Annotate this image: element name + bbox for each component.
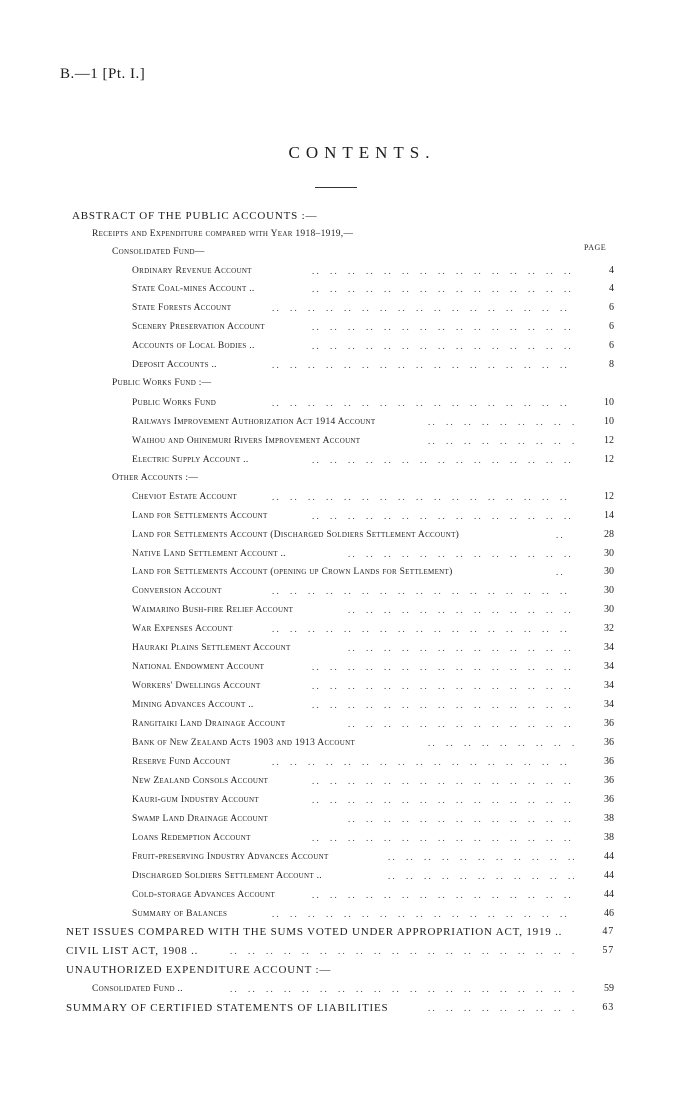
dot-leader bbox=[272, 904, 574, 924]
dot-leader bbox=[230, 979, 574, 999]
toc-entry-label: Consolidated Fund .. bbox=[92, 984, 183, 994]
toc-entry bbox=[0, 847, 700, 867]
toc-page-number: 57 bbox=[602, 945, 614, 956]
dot-leader bbox=[312, 261, 574, 281]
dot-leader bbox=[312, 695, 574, 715]
toc-entry bbox=[0, 506, 700, 526]
subsection-heading-receipts: Receipts and Expenditure compared with Year 1918–1919,— bbox=[92, 229, 354, 239]
toc-page-number: 6 bbox=[609, 321, 614, 332]
toc-page-number: 47 bbox=[602, 926, 614, 937]
toc-entry bbox=[0, 714, 700, 734]
dot-leader bbox=[312, 885, 574, 905]
toc-entry bbox=[0, 733, 700, 753]
dot-leader bbox=[312, 506, 574, 526]
toc-entry-label: CIVIL LIST ACT, 1908 .. bbox=[66, 945, 199, 957]
dot-leader bbox=[348, 600, 574, 620]
toc-entry-label: Accounts of Local Bodies .. bbox=[132, 341, 255, 351]
dot-leader bbox=[230, 941, 574, 961]
toc-entry bbox=[0, 809, 700, 829]
dot-leader bbox=[428, 431, 574, 451]
toc-page-number: 8 bbox=[609, 359, 614, 370]
toc-entry-label: New Zealand Consols Account bbox=[132, 776, 269, 786]
dot-leader bbox=[312, 336, 574, 356]
toc-entry bbox=[0, 619, 700, 639]
dot-leader bbox=[312, 771, 574, 791]
toc-entry bbox=[0, 676, 700, 696]
toc-entry-label: Scenery Preservation Account bbox=[132, 322, 265, 332]
toc-entry-label: Cold-storage Advances Account bbox=[132, 890, 276, 900]
toc-entry-label: Waihou and Ohinemuri Rivers Improvement Account bbox=[132, 436, 361, 446]
toc-page-number: 12 bbox=[604, 435, 614, 446]
dot-leader bbox=[428, 998, 574, 1018]
toc-page-number: 38 bbox=[604, 832, 614, 843]
toc-entry-label: NET ISSUES COMPARED WITH THE SUMS VOTED UNDER APPROPRIATION ACT, 1919 .. bbox=[66, 926, 563, 938]
toc-entry bbox=[0, 752, 700, 772]
dot-leader bbox=[312, 828, 574, 848]
toc-page-number: 12 bbox=[604, 454, 614, 465]
page-column-header: PAGE bbox=[584, 243, 607, 252]
toc-entry bbox=[0, 695, 700, 715]
dot-leader bbox=[272, 619, 574, 639]
toc-page-number: 32 bbox=[604, 623, 614, 634]
toc-page-number: 14 bbox=[604, 510, 614, 521]
toc-entry-net-issues bbox=[0, 922, 700, 942]
toc-entry-label: Railways Improvement Authorization Act 1914 Account bbox=[132, 417, 376, 427]
dot-leader bbox=[272, 487, 574, 507]
toc-entry bbox=[0, 790, 700, 810]
toc-entry-label: Bank of New Zealand Acts 1903 and 1913 Account bbox=[132, 738, 356, 748]
toc-entry-label: Fruit-preserving Industry Advances Account bbox=[132, 852, 329, 862]
dot-leader bbox=[312, 450, 574, 470]
toc-page-number: 36 bbox=[604, 775, 614, 786]
toc-entry bbox=[0, 412, 700, 432]
toc-entry-civil-list bbox=[0, 941, 700, 961]
toc-entry bbox=[0, 487, 700, 507]
toc-entry-label: Swamp Land Drainage Account bbox=[132, 814, 268, 824]
toc-page-number: 34 bbox=[604, 642, 614, 653]
toc-entry-label: Rangitaiki Land Drainage Account bbox=[132, 719, 286, 729]
toc-entry bbox=[0, 336, 700, 356]
toc-entry bbox=[0, 600, 700, 620]
toc-entry bbox=[0, 317, 700, 337]
dot-leader bbox=[272, 581, 574, 601]
toc-entry-label: State Forests Account bbox=[132, 303, 232, 313]
toc-page-number: 4 bbox=[609, 265, 614, 276]
dot-leader bbox=[388, 866, 574, 886]
toc-page-number: 10 bbox=[604, 397, 614, 408]
dot-leader bbox=[312, 790, 574, 810]
toc-entry bbox=[0, 562, 700, 582]
subsection-heading-other-accounts: Other Accounts :— bbox=[112, 473, 199, 483]
dot-leader bbox=[272, 752, 574, 772]
dot-leader bbox=[348, 809, 574, 829]
toc-entry bbox=[0, 298, 700, 318]
page-title: CONTENTS. bbox=[288, 143, 436, 162]
toc-page-number: 30 bbox=[604, 548, 614, 559]
toc-entry-label: Hauraki Plains Settlement Account bbox=[132, 643, 291, 653]
dot-leader bbox=[312, 279, 574, 299]
toc-entry-summary-liabilities bbox=[0, 998, 700, 1018]
toc-entry-label: Summary of Balances bbox=[132, 909, 228, 919]
toc-page-number: 34 bbox=[604, 699, 614, 710]
toc-page-number: 44 bbox=[604, 870, 614, 881]
dot-leader bbox=[348, 638, 574, 658]
toc-page-number: 28 bbox=[604, 529, 614, 540]
toc-page-number: 10 bbox=[604, 416, 614, 427]
dot-leader bbox=[272, 355, 574, 375]
toc-page-number: 34 bbox=[604, 680, 614, 691]
document-reference: B.—1 [Pt. I.] bbox=[60, 66, 146, 82]
toc-page-number: 38 bbox=[604, 813, 614, 824]
toc-page-number: 44 bbox=[604, 851, 614, 862]
dot-leader bbox=[312, 317, 574, 337]
toc-entry-label: SUMMARY OF CERTIFIED STATEMENTS OF LIABILITIES bbox=[66, 1002, 389, 1014]
toc-entry-label: Waimarino Bush-fire Relief Account bbox=[132, 605, 294, 615]
toc-entry-label: Kauri-gum Industry Account bbox=[132, 795, 259, 805]
toc-entry-label: Ordinary Revenue Account bbox=[132, 266, 252, 276]
dot-leader bbox=[312, 657, 574, 677]
toc-entry-label: Discharged Soldiers Settlement Account .. bbox=[132, 871, 322, 881]
toc-entry-unauthorized-consolidated bbox=[0, 979, 700, 999]
dot-leader bbox=[272, 298, 574, 318]
toc-entry bbox=[0, 885, 700, 905]
toc-entry-label: War Expenses Account bbox=[132, 624, 233, 634]
toc-entry-label: Cheviot Estate Account bbox=[132, 492, 238, 502]
dot-leader bbox=[428, 733, 574, 753]
toc-entry bbox=[0, 261, 700, 281]
toc-entry bbox=[0, 431, 700, 451]
dot-leader bbox=[312, 676, 574, 696]
toc-entry bbox=[0, 450, 700, 470]
toc-entry bbox=[0, 355, 700, 375]
toc-entry-label: National Endowment Account bbox=[132, 662, 265, 672]
toc-entry bbox=[0, 866, 700, 886]
toc-page-number: 30 bbox=[604, 566, 614, 577]
toc-entry-label: Reserve Fund Account bbox=[132, 757, 231, 767]
toc-entry bbox=[0, 904, 700, 924]
toc-entry bbox=[0, 544, 700, 564]
toc-entry bbox=[0, 525, 700, 545]
toc-entry bbox=[0, 771, 700, 791]
toc-page-number: 4 bbox=[609, 283, 614, 294]
toc-entry-label: Land for Settlements Account (Discharged Soldiers Settlement Account) bbox=[132, 530, 460, 540]
toc-page-number: 30 bbox=[604, 585, 614, 596]
toc-page-number: 30 bbox=[604, 604, 614, 615]
toc-page-number: 36 bbox=[604, 756, 614, 767]
toc-page-number: 12 bbox=[604, 491, 614, 502]
subsection-heading-consolidated: Consolidated Fund— bbox=[112, 247, 205, 257]
toc-entry-label: Land for Settlements Account (opening up Crown Lands for Settlement) bbox=[132, 567, 453, 577]
toc-entry-label: Native Land Settlement Account .. bbox=[132, 549, 286, 559]
toc-entry bbox=[0, 657, 700, 677]
dot-leader bbox=[556, 525, 574, 545]
toc-entry-label: Conversion Account bbox=[132, 586, 222, 596]
toc-entry bbox=[0, 393, 700, 413]
toc-entry-unauthorized: UNAUTHORIZED EXPENDITURE ACCOUNT :— bbox=[66, 964, 332, 976]
toc-page-number: 46 bbox=[604, 908, 614, 919]
toc-entry-label: Mining Advances Account .. bbox=[132, 700, 254, 710]
toc-entry bbox=[0, 581, 700, 601]
toc-page-number: 44 bbox=[604, 889, 614, 900]
toc-entry-label: Electric Supply Account .. bbox=[132, 455, 249, 465]
toc-entry bbox=[0, 638, 700, 658]
toc-page-number: 34 bbox=[604, 661, 614, 672]
subsection-heading-public-works: Public Works Fund :— bbox=[112, 378, 212, 388]
toc-entry-label: Land for Settlements Account bbox=[132, 511, 268, 521]
toc-entry-label: Loans Redemption Account bbox=[132, 833, 251, 843]
dot-leader bbox=[348, 714, 574, 734]
toc-page-number: 6 bbox=[609, 340, 614, 351]
toc-entry-label: Workers' Dwellings Account bbox=[132, 681, 261, 691]
toc-page-number: 6 bbox=[609, 302, 614, 313]
toc-entry-label: Public Works Fund bbox=[132, 398, 217, 408]
dot-leader bbox=[348, 544, 574, 564]
toc-page-number: 59 bbox=[604, 983, 614, 994]
dot-leader bbox=[556, 562, 574, 582]
toc-page-number: 36 bbox=[604, 737, 614, 748]
toc-entry-label: State Coal-mines Account .. bbox=[132, 284, 255, 294]
toc-page-number: 63 bbox=[602, 1002, 614, 1013]
toc-entry bbox=[0, 828, 700, 848]
section-heading-abstract: ABSTRACT OF THE PUBLIC ACCOUNTS :— bbox=[72, 210, 318, 222]
toc-page-number: 36 bbox=[604, 718, 614, 729]
dot-leader bbox=[428, 412, 574, 432]
dot-leader bbox=[272, 393, 574, 413]
toc-page-number: 36 bbox=[604, 794, 614, 805]
toc-entry-label: Deposit Accounts .. bbox=[132, 360, 217, 370]
dot-leader bbox=[388, 847, 574, 867]
toc-entry bbox=[0, 279, 700, 299]
